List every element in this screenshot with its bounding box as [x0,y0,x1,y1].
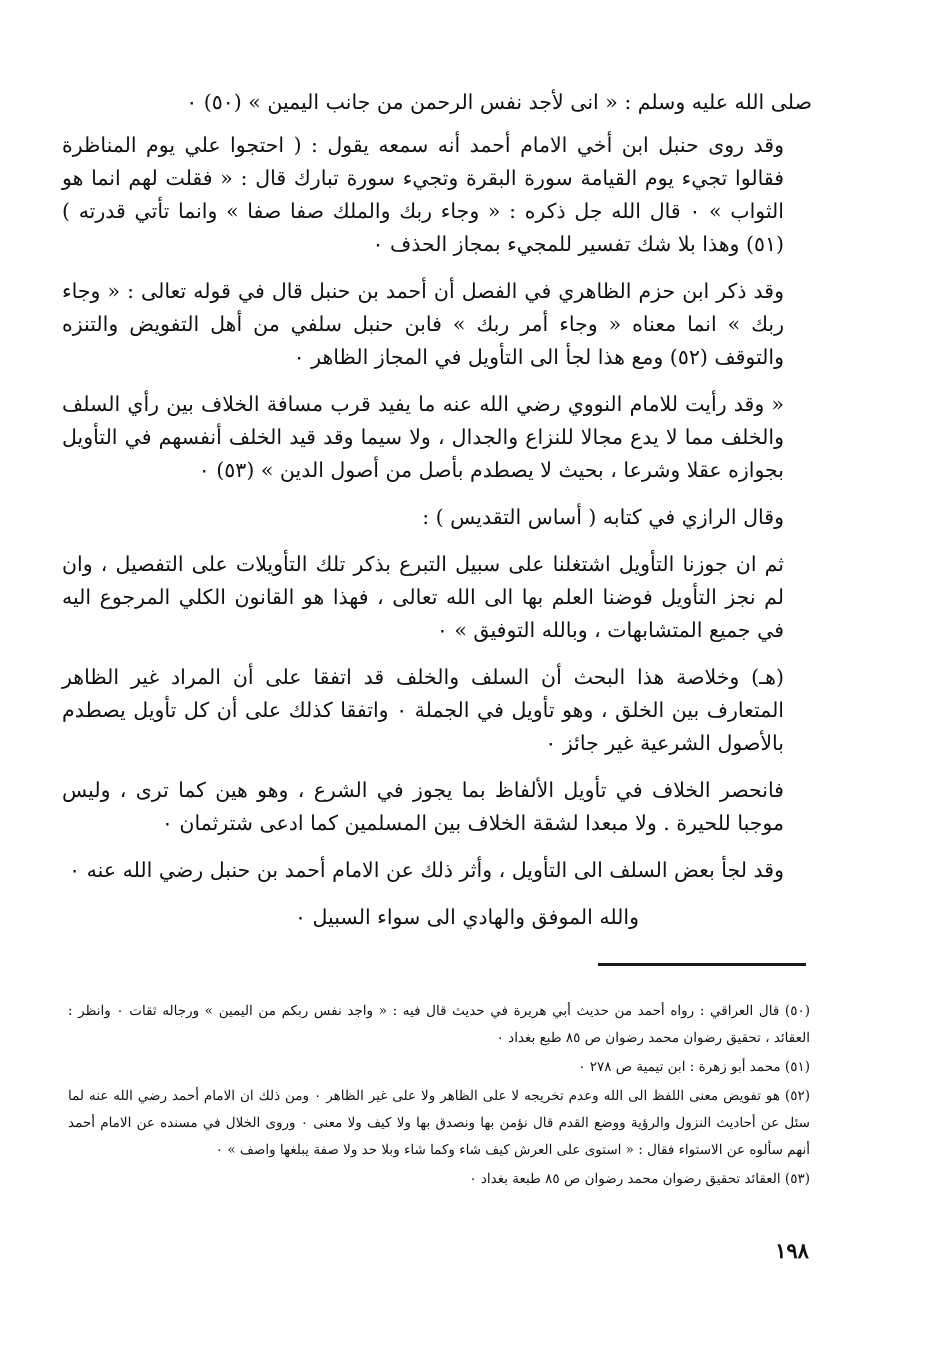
paragraph-5: وقال الرازي في كتابه ( أساس التقديس ) : [422,505,784,529]
footnote-51: (٥١) محمد أبو زهرة : ابن تيمية ص ٢٧٨ ٠ [578,1059,810,1075]
paragraph-9: وقد لجأ بعض السلف الى التأويل ، وأثر ذلك عن الامام أحمد بن حنبل رضي الله عنه ٠ [69,858,784,882]
footnote-divider [598,963,806,966]
main-text [62,86,812,934]
paragraph-4: « وقد رأيت للامام النووي رضي الله عنه ما يفيد قرب مسافة الخلاف بين رأي السلف والخلف مما لا يدع مجالا للنزاع والجدال ، ولا سيما وقد قيد الخلف أنفسهم في التأويل بجوازه عقلا وشرعا ، بحيث لا يصطدم بأصل من أصول الدين » (٥٣) ٠ [62,392,784,482]
paragraph-6: ثم ان جوزنا التأويل اشتغلنا على سبيل التبرع بذكر تلك التأويلات على التفصيل ، وان لم نجز التأويل فوضنا العلم بها الى الله تعالى ، فهذا هو القانون الكلي المرجوع اليه في جميع المتشابهات ، وبالله التوفيق » ٠ [62,552,784,642]
page-number: ١٩٨ [775,1238,809,1263]
footnote-53: (٥٣) العقائد تحقيق رضوان محمد رضوان ص ٨٥ طبعة بغداد ٠ [469,1171,810,1187]
paragraph-7: (هـ) وخلاصة هذا البحث أن السلف والخلف قد اتفقا على أن المراد غير الظاهر المتعارف بين الخلق ، وهو تأويل في الجملة ٠ واتفقا كذلك على أن كل تأويل يصطدم بالأصول الشرعية غير جائز ٠ [62,665,785,755]
paragraph-8: فانحصر الخلاف في تأويل الألفاظ بما يجوز في الشرع ، وهو هين كما ترى ، وليس موجبا للحيرة . ولا مبعدا لشقة الخلاف بين المسلمين كما ادعى شترثمان ٠ [62,778,784,835]
paragraph-2: وقد روى حنبل ابن أخي الامام أحمد أنه سمعه يقول : ( احتجوا علي يوم المناظرة فقالوا تجيء يوم القيامة سورة البقرة وتجيء سورة تبارك قال : « فقلت لهم انما هو الثواب » ٠ قال الله جل ذكره : « وجاء ربك والملك صفا صفا » وانما تأتي قدرته ) (٥١) وهذا بلا شك تفسير للمجيء بمجاز الحذف ٠ [62,133,784,256]
closing-line: والله الموفق والهادي الى سواء السبيل ٠ [295,905,639,929]
footnote-50: (٥٠) قال العراقي : رواه أحمد من حديث أبي هريرة في حديث قال فيه : « واجد نفس ربكم من اليمين » ورجاله ثقات ٠ وانظر : العقائد ، تحقيق رضوان محمد رضوان ص ٨٥ طبع بغداد ٠ [68,1003,810,1046]
paragraph-1: صلى الله عليه وسلم : « انى لأجد نفس الرحمن من جانب اليمين » (٥٠) ٠ [186,90,812,114]
footnote-52: (٥٢) هو تفويض معنى اللفظ الى الله وعدم تخريجه لا على الظاهر ولا على غير الظاهر ٠ ومن ذلك ان الامام أحمد رضي الله عنه لما سئل عن أحاديث النزول والرؤية ووضع القدم قال نؤمن بها ونصدق بها ولا كيف ولا معنى ٠ وروى الخلال في مسنده عن الامام أحمد أنهم سألوه عن الاستواء فقال : « استوى على العرش كيف شاء وكما شاء وبلا حد ولا صفة يبلغها واصف » ٠ [68,1088,810,1158]
paragraph-3: وقد ذكر ابن حزم الظاهري في الفصل أن أحمد بن حنبل قال في قوله تعالى : « وجاء ربك » انما معناه « وجاء أمر ربك » فابن حنبل سلفي من أهل التفويض والتنزه والتوقف (٥٢) ومع هذا لجأ الى التأويل في المجاز الظاهر ٠ [62,279,784,369]
footnotes [68,998,810,1195]
